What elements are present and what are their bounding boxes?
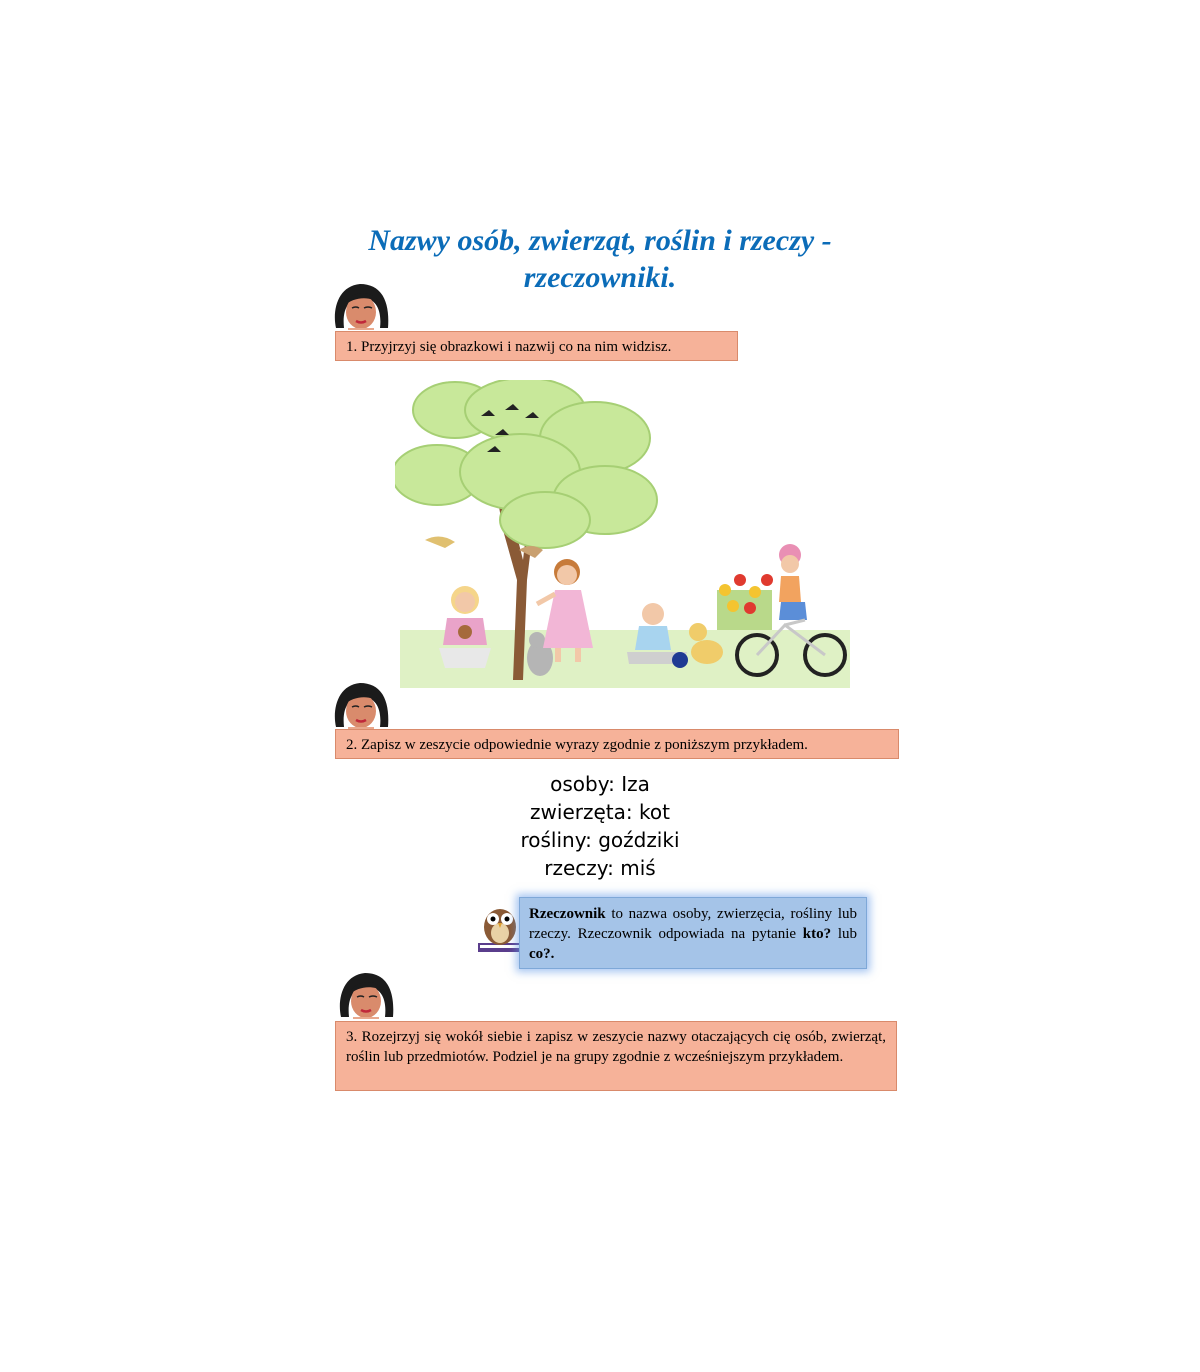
example-row: zwierzęta: kot (530, 800, 670, 824)
definition-box (519, 897, 867, 969)
definition-text-1: to nazwa osoby, zwierzęcia, rośliny lub rzeczy. Rzeczownik odpowiada na pytanie (529, 906, 857, 942)
question-kto: kto? (802, 926, 832, 942)
definition-term: Rzeczownik (529, 906, 606, 922)
flowers (717, 574, 773, 630)
girl-standing (537, 559, 593, 662)
title-line-2: rzeczowniki. (523, 261, 677, 294)
girl-sitting (439, 586, 491, 668)
task-2-box (335, 729, 899, 759)
question-co: co?. (529, 946, 555, 962)
example-row: rzeczy: miś (544, 856, 656, 880)
bird-left (425, 536, 455, 548)
example-row: osoby: Iza (550, 772, 650, 796)
park-scene-illustration (395, 380, 850, 690)
task-1-text: 1. Przyjrzyj się obrazkowi i nazwij co na nim widzisz. (346, 339, 672, 355)
teacher-face-icon (330, 280, 392, 330)
task-3-box (335, 1021, 897, 1091)
definition-text-2: lub (831, 926, 857, 942)
title-line-1: Nazwy osób, zwierząt, roślin i rzeczy - (368, 224, 832, 257)
tree-foliage (395, 380, 657, 548)
task-2-text: 2. Zapisz w zeszycie odpowiednie wyrazy zgodnie z poniższym przykładem. (346, 737, 808, 753)
teacher-face-icon (330, 679, 392, 729)
task-1-box (335, 331, 738, 361)
task-3-text: 3. Rozejrzyj się wokół siebie i zapisz w zeszycie nazwy otaczających cię osób, zwierząt, roślin lub przedmiotów. Podziel je na grupy zgodnie z wcześniejszym przykładem. (346, 1029, 886, 1065)
example-list (450, 770, 750, 882)
example-row: rośliny: goździki (520, 828, 680, 852)
owl-book-icon (476, 905, 524, 955)
teacher-face-icon (335, 969, 397, 1019)
